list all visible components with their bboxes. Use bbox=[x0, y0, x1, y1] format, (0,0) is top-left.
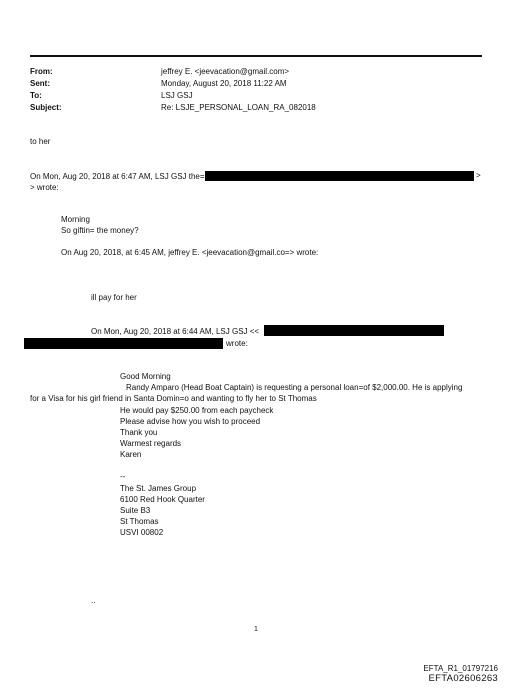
quote-header-1: On Mon, Aug 20, 2018 at 6:47 AM, LSJ GSJ the= bbox=[30, 172, 205, 181]
visa-text: for a Visa for his girl friend in Santa Domin=o and wanting to fly her to St Thomas bbox=[30, 394, 317, 403]
advise-text: Please advise how you wish to proceed bbox=[120, 417, 261, 426]
gift-question: So giftin= the money? bbox=[61, 226, 139, 235]
morning-text: Morning bbox=[61, 215, 90, 224]
to-label: To: bbox=[30, 91, 42, 100]
page-number: 1 bbox=[254, 626, 258, 633]
address-line-3: St Thomas bbox=[120, 517, 159, 526]
to-value: LSJ GSJ bbox=[161, 91, 193, 100]
quote-header-3: On Mon, Aug 20, 2018 at 6:44 AM, LSJ GSJ << bbox=[91, 327, 260, 336]
sent-value: Monday, August 20, 2018 11:22 AM bbox=[161, 79, 287, 88]
from-label: From: bbox=[30, 67, 53, 76]
header-rule bbox=[30, 55, 482, 57]
address-line-4: USVI 00802 bbox=[120, 528, 164, 537]
paycheck-text: He would pay $250.00 from each paycheck bbox=[120, 406, 274, 415]
regards-text: Warmest regards bbox=[120, 439, 182, 448]
quote-header-1-wrote: > wrote: bbox=[30, 183, 59, 192]
good-morning-text: Good Morning bbox=[120, 372, 171, 381]
address-line-2: Suite B3 bbox=[120, 506, 151, 515]
redaction-bar bbox=[24, 338, 223, 349]
redaction-bar bbox=[264, 325, 444, 336]
thanks-text: Thank you bbox=[120, 428, 158, 437]
loan-request-text: Randy Amparo (Head Boat Captain) is requesting a personal loan=of $2,000.00. He is applying bbox=[126, 383, 463, 392]
reply-line: to her bbox=[30, 137, 51, 146]
pay-text: ill pay for her bbox=[91, 293, 137, 302]
sent-label: Sent: bbox=[30, 79, 50, 88]
quote-header-2: On Aug 20, 2018, at 6:45 AM, jeffrey E. <jeevacation@gmail.co=> wrote: bbox=[61, 248, 319, 257]
address-line-1: 6100 Red Hook Quarter bbox=[120, 495, 205, 504]
signature-separator: -- bbox=[120, 472, 126, 481]
subject-label: Subject: bbox=[30, 103, 62, 112]
org-name: The St. James Group bbox=[120, 484, 197, 493]
quote-header-3-wrote: wrote: bbox=[226, 339, 248, 348]
ellipsis-mark: .. bbox=[91, 596, 96, 605]
quote-header-1-end: > bbox=[476, 171, 481, 180]
from-value: jeffrey E. <jeevacation@gmail.com> bbox=[161, 67, 290, 76]
redaction-bar bbox=[205, 171, 474, 181]
bates-number-1: EFTA_R1_01797216 bbox=[423, 664, 498, 673]
signature-name: Karen bbox=[120, 450, 142, 459]
bates-number-2: EFTA02606263 bbox=[428, 673, 498, 684]
subject-value: Re: LSJE_PERSONAL_LOAN_RA_082018 bbox=[161, 103, 316, 112]
